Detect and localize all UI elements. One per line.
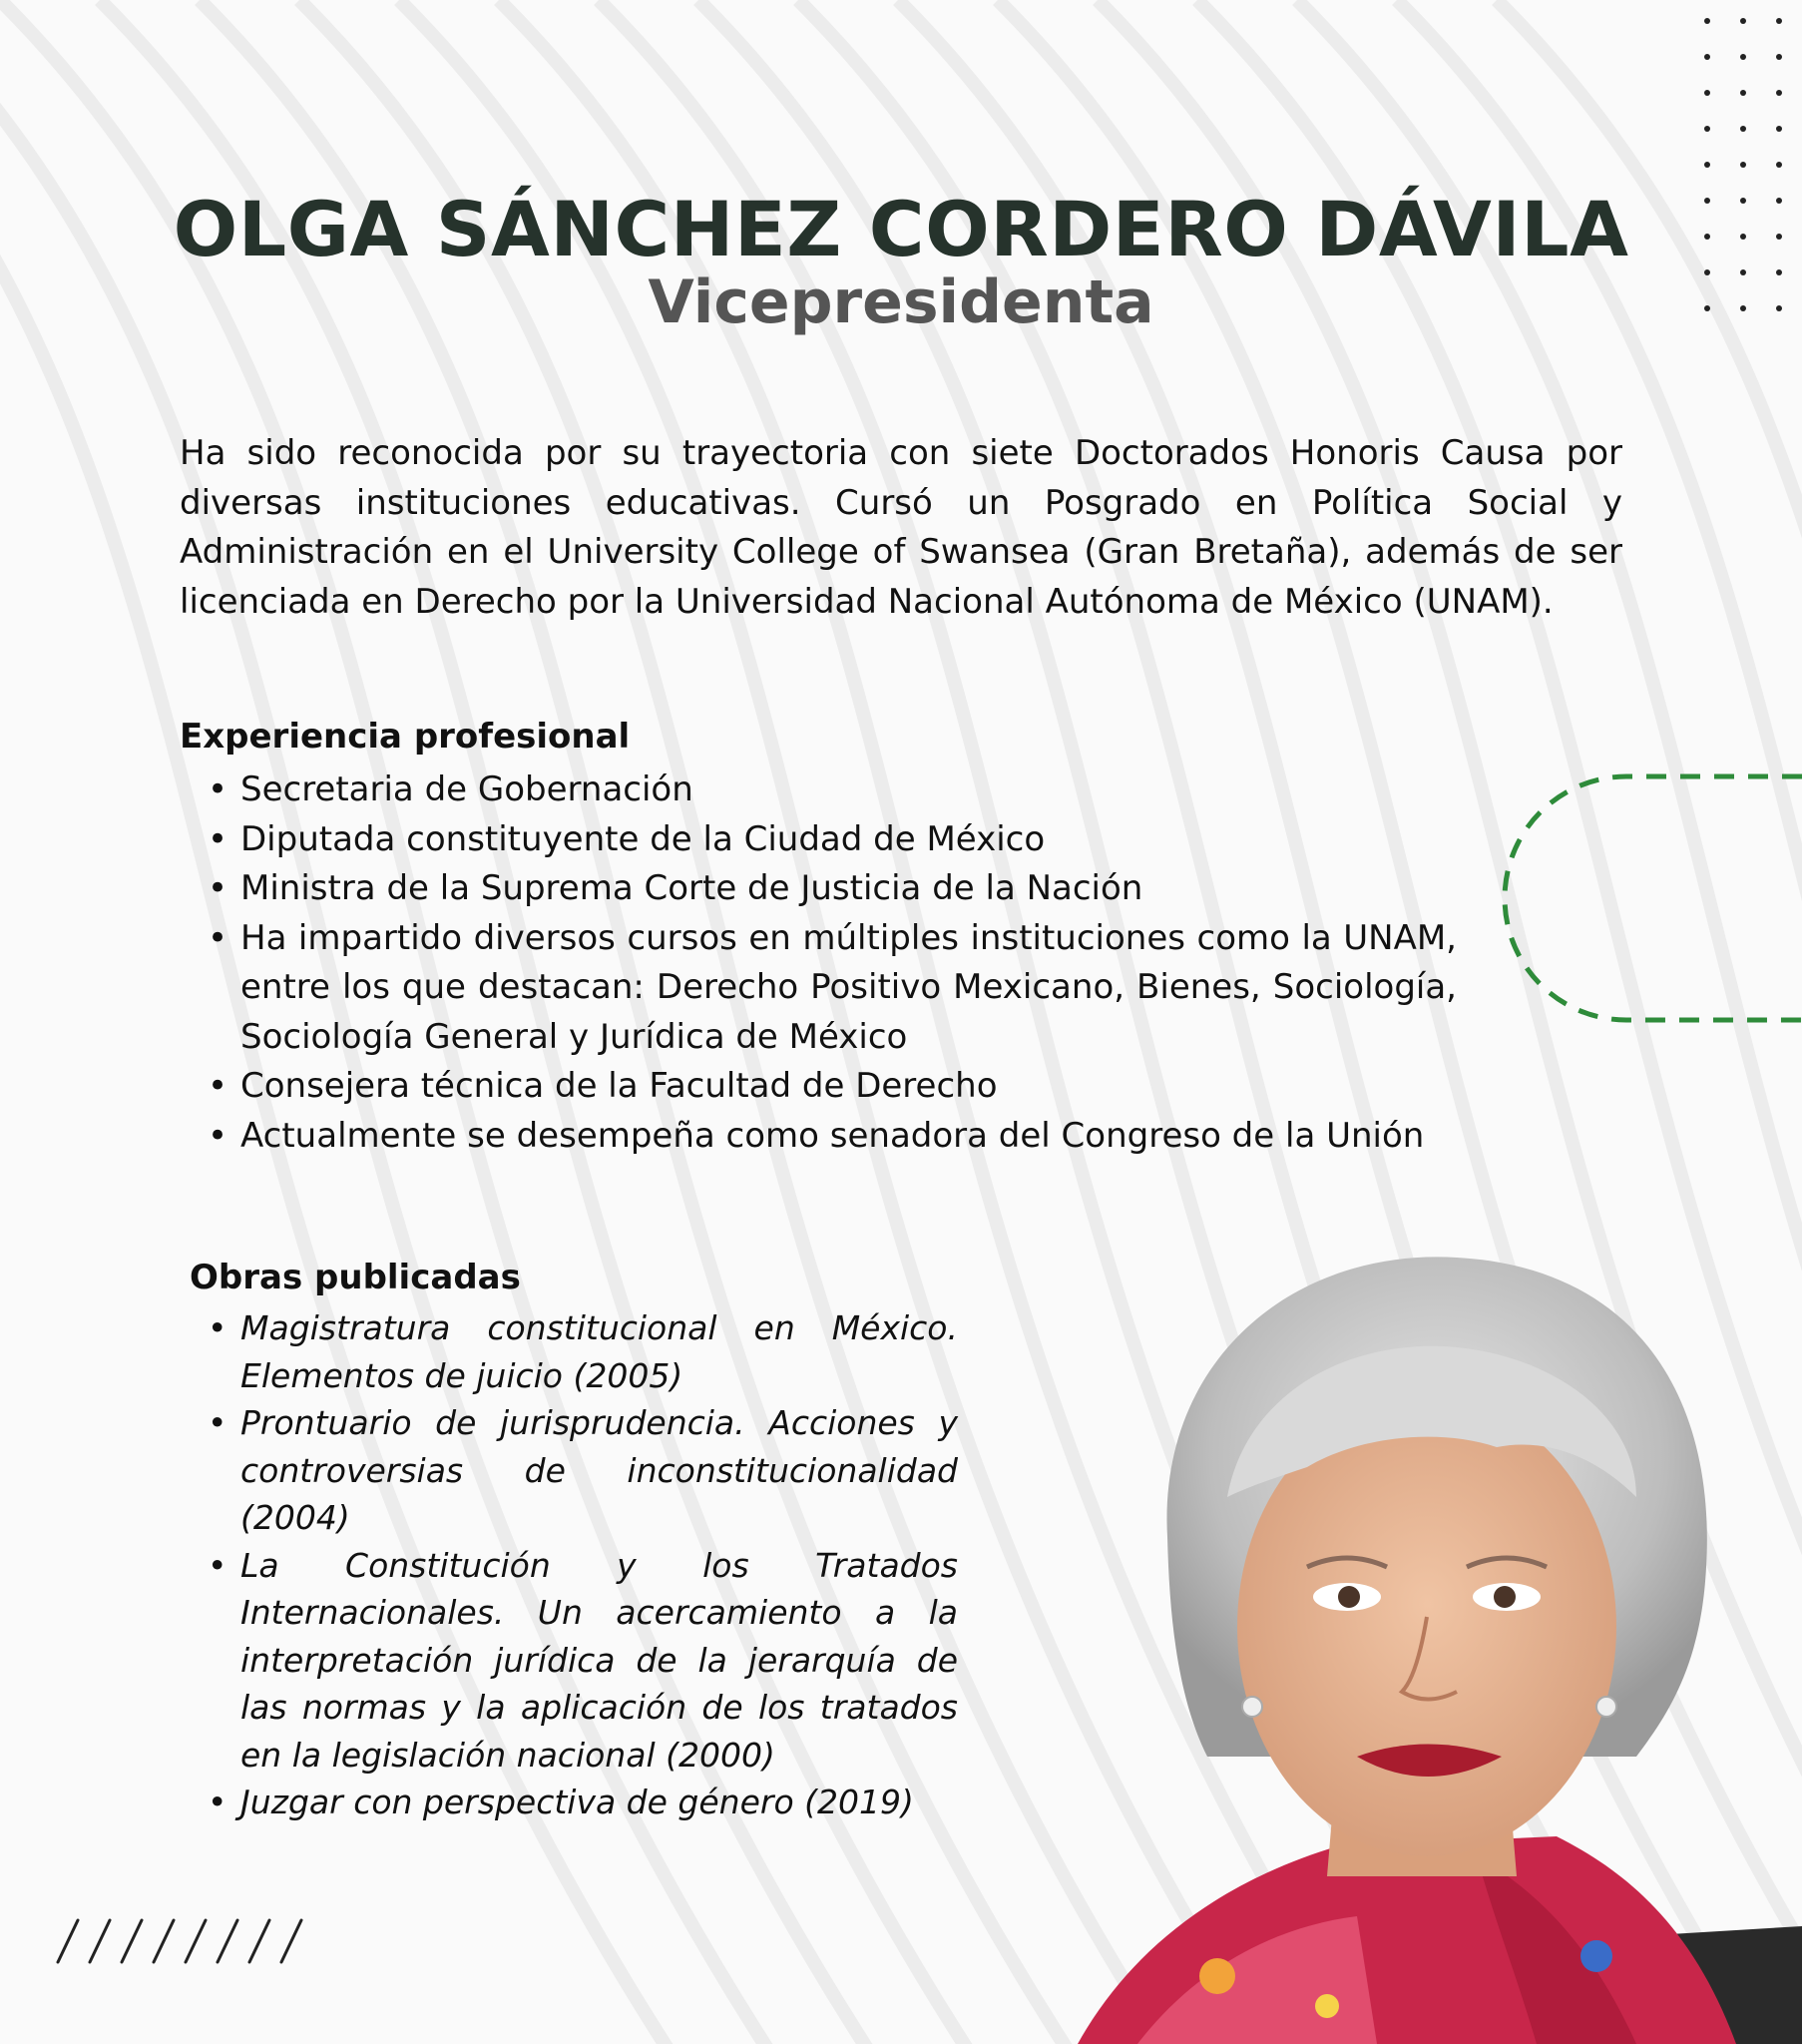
portrait-photo xyxy=(1078,1238,1802,2044)
list-item: • Ministra de la Suprema Corte de Justicia de la Nación xyxy=(180,864,1457,914)
list-item: • Consejera técnica de la Facultad de Derecho xyxy=(180,1062,1457,1112)
list-item: • Magistratura constitucional en México. Elementos de juicio (2005) xyxy=(180,1304,958,1399)
experience-list xyxy=(180,766,1457,1161)
intro-paragraph: Ha sido reconocida por su trayectoria con siete Doctorados Honoris Causa por diversas instituciones educativas. Cursó un Posgrado en Política Social y Administración en el University College of Swansea (Gran Bretaña), además de ser licenciada en Derecho por la Universidad Nacional Autónoma de México (UNAM). xyxy=(180,433,1622,622)
publications-heading: Obras publicadas xyxy=(190,1258,521,1297)
list-item: • Secretaria de Gobernación xyxy=(180,766,1457,815)
list-item: • Diputada constituyente de la Ciudad de México xyxy=(180,815,1457,865)
list-item: • Ha impartido diversos cursos en múltiples instituciones como la UNAM, entre los que destacan: Derecho Positivo Mexicano, Bienes, Sociología, Sociología General y Jurídica de México xyxy=(180,914,1457,1063)
list-item: • Prontuario de jurisprudencia. Acciones y controversias de inconstitucionalidad (2004) xyxy=(180,1399,958,1542)
slash-decoration xyxy=(50,1916,309,1966)
list-item: • Juzgar con perspectiva de género (2019) xyxy=(180,1779,958,1826)
person-role: Vicepresidenta xyxy=(648,267,1154,337)
list-item: • La Constitución y los Tratados Internacionales. Un acercamiento a la interpretación jurídica de la jerarquía de las normas y la aplicación de los tratados en la legislación nacional (2000) xyxy=(180,1542,958,1780)
list-item: • Actualmente se desempeña como senadora del Congreso de la Unión xyxy=(180,1112,1457,1162)
dashed-capsule-decoration xyxy=(1497,768,1802,1028)
person-name: OLGA SÁNCHEZ CORDERO DÁVILA xyxy=(173,185,1629,273)
experience-heading: Experiencia profesional xyxy=(180,717,631,757)
publications-list xyxy=(180,1304,958,1826)
